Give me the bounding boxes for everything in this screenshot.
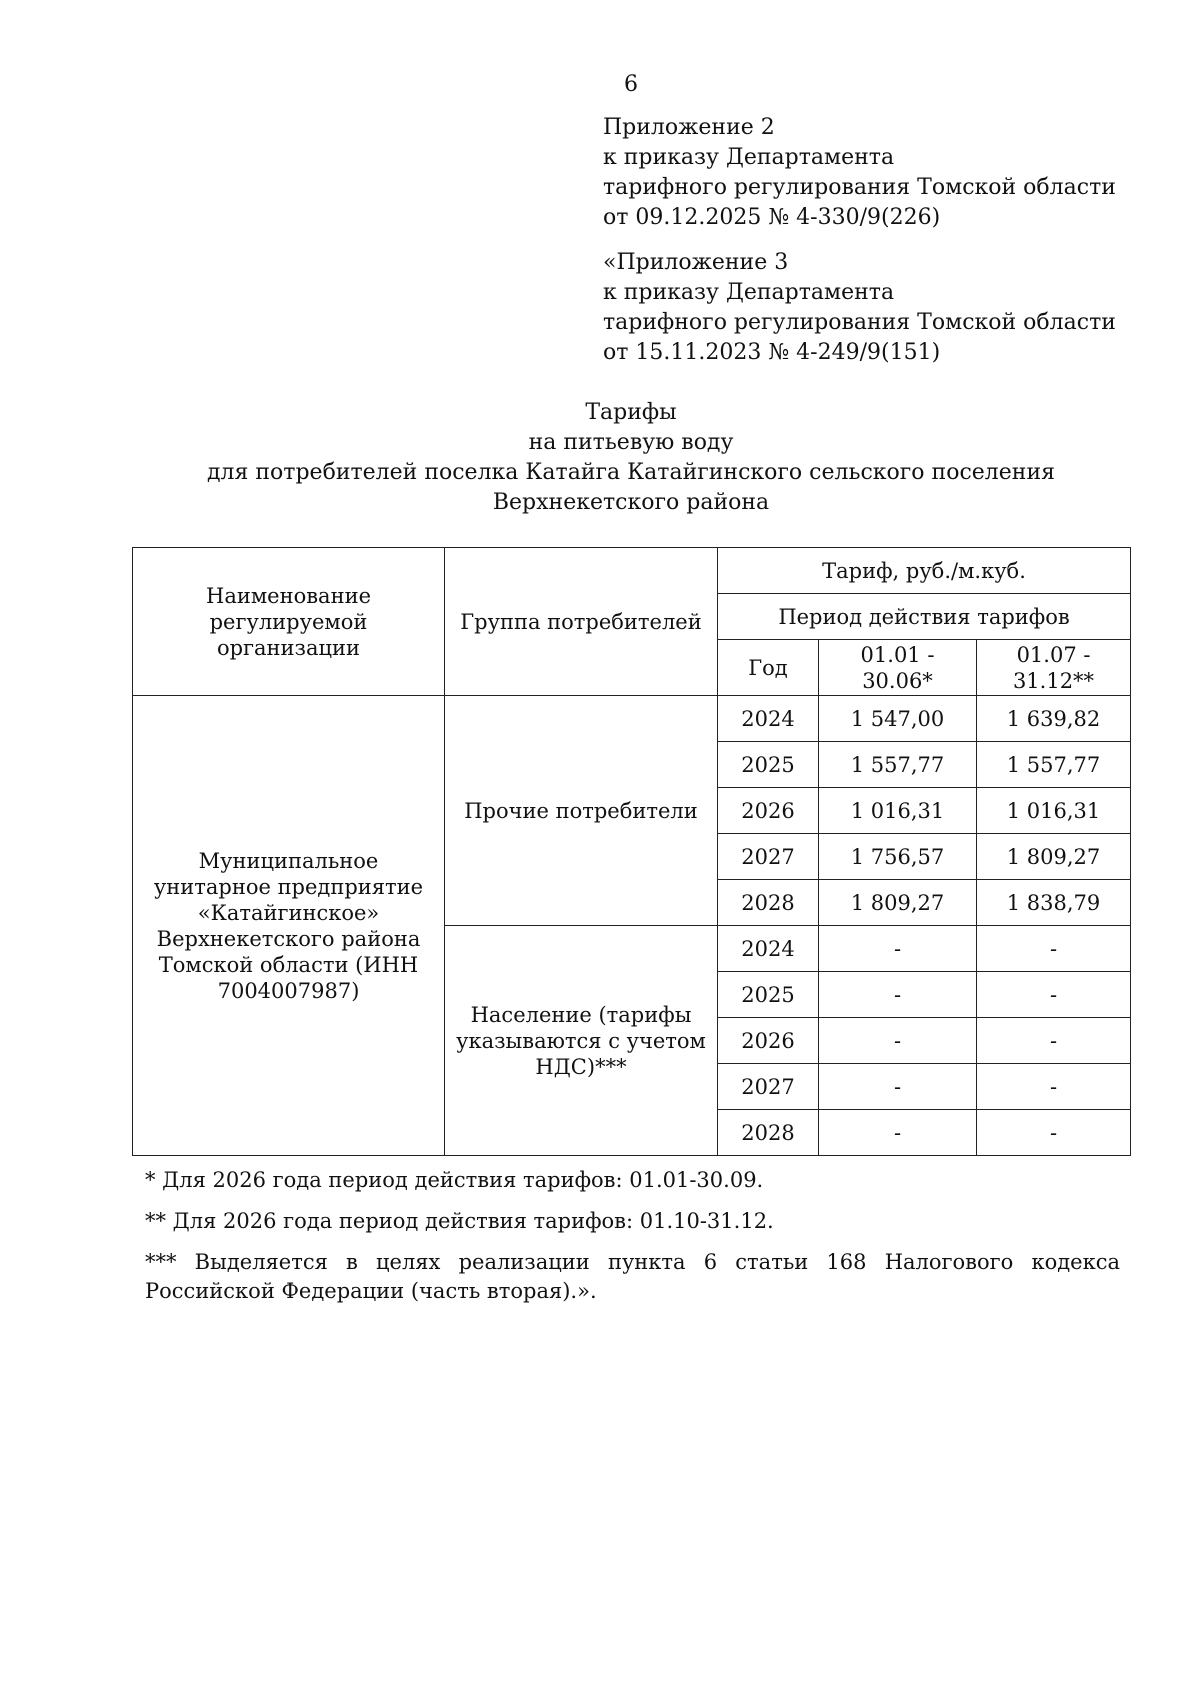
footnote: *** Выделяется в целях реализации пункта 6 статьи 168 Налогового кодекса Российской Федерации (часть вторая).». xyxy=(145,1250,1120,1303)
annex-previous-line: от 15.11.2023 № 4-249/9(151) xyxy=(603,340,941,365)
footnotes xyxy=(145,1166,1120,1318)
tariff-cell: - xyxy=(977,1110,1131,1156)
year-cell: 2025 xyxy=(718,972,819,1018)
consumer-group-other: Прочие потребители xyxy=(445,696,718,926)
tariff-cell: 1 809,27 xyxy=(819,880,977,926)
tariff-cell: - xyxy=(977,1018,1131,1064)
year-cell: 2024 xyxy=(718,926,819,972)
title-line: Верхнекетского района xyxy=(492,490,770,515)
header-organization: Наименование регулируемой организации xyxy=(133,548,445,696)
tariff-cell: - xyxy=(977,972,1131,1018)
header-period-2: 01.07 - 31.12** xyxy=(977,640,1131,696)
tariff-cell: 1 639,82 xyxy=(977,696,1131,742)
tariff-cell: 1 547,00 xyxy=(819,696,977,742)
annex-current-line: тарифного регулирования Томской области xyxy=(603,175,1116,200)
header-consumer-group: Группа потребителей xyxy=(445,548,718,696)
tariff-cell: - xyxy=(819,972,977,1018)
document-title xyxy=(0,398,1200,518)
tariff-table xyxy=(132,547,1131,1156)
tariff-cell: 1 016,31 xyxy=(977,788,1131,834)
year-cell: 2028 xyxy=(718,880,819,926)
organization-name: Муниципальное унитарное предприятие «Катайгинское» Верхнекетского района Томской области (ИНН 7004007987) xyxy=(133,696,445,1156)
annex-previous-line: «Приложение 3 xyxy=(603,250,789,275)
tariff-cell: 1 557,77 xyxy=(819,742,977,788)
tariff-cell: 1 016,31 xyxy=(819,788,977,834)
year-cell: 2028 xyxy=(718,1110,819,1156)
table-row xyxy=(133,696,1131,742)
header-period: Период действия тарифов xyxy=(718,594,1131,640)
year-cell: 2024 xyxy=(718,696,819,742)
year-cell: 2027 xyxy=(718,1064,819,1110)
tariff-cell: - xyxy=(819,1110,977,1156)
footnote: ** Для 2026 года период действия тарифов: 01.10-31.12. xyxy=(145,1209,774,1233)
annex-current-header xyxy=(603,113,1116,233)
title-line: Тарифы xyxy=(585,400,677,425)
tariff-cell: 1 756,57 xyxy=(819,834,977,880)
consumer-group-population: Население (тарифы указываются с учетом НДС)*** xyxy=(445,926,718,1156)
title-line: на питьевую воду xyxy=(528,430,734,455)
year-cell: 2025 xyxy=(718,742,819,788)
annex-previous-line: тарифного регулирования Томской области xyxy=(603,310,1116,335)
footnote: * Для 2026 года период действия тарифов: 01.01-30.09. xyxy=(145,1168,764,1192)
annex-current-line: Приложение 2 xyxy=(603,115,775,140)
tariff-cell: - xyxy=(819,1064,977,1110)
tariff-cell: - xyxy=(819,926,977,972)
year-cell: 2026 xyxy=(718,788,819,834)
tariff-cell: 1 557,77 xyxy=(977,742,1131,788)
tariff-cell: 1 838,79 xyxy=(977,880,1131,926)
header-year: Год xyxy=(718,640,819,696)
annex-previous-line: к приказу Департамента xyxy=(603,280,895,305)
header-tariff: Тариф, руб./м.куб. xyxy=(718,548,1131,594)
tariff-cell: - xyxy=(819,1018,977,1064)
annex-current-line: к приказу Департамента xyxy=(603,145,895,170)
tariff-cell: - xyxy=(977,926,1131,972)
header-period-1: 01.01 - 30.06* xyxy=(819,640,977,696)
title-line: для потребителей поселка Катайга Катайгинского сельского поселения xyxy=(207,460,1055,485)
page-number: 6 xyxy=(624,72,638,97)
annex-current-line: от 09.12.2025 № 4-330/9(226) xyxy=(603,205,941,230)
year-cell: 2027 xyxy=(718,834,819,880)
tariff-cell: - xyxy=(977,1064,1131,1110)
annex-previous-header xyxy=(603,248,1116,368)
year-cell: 2026 xyxy=(718,1018,819,1064)
tariff-cell: 1 809,27 xyxy=(977,834,1131,880)
